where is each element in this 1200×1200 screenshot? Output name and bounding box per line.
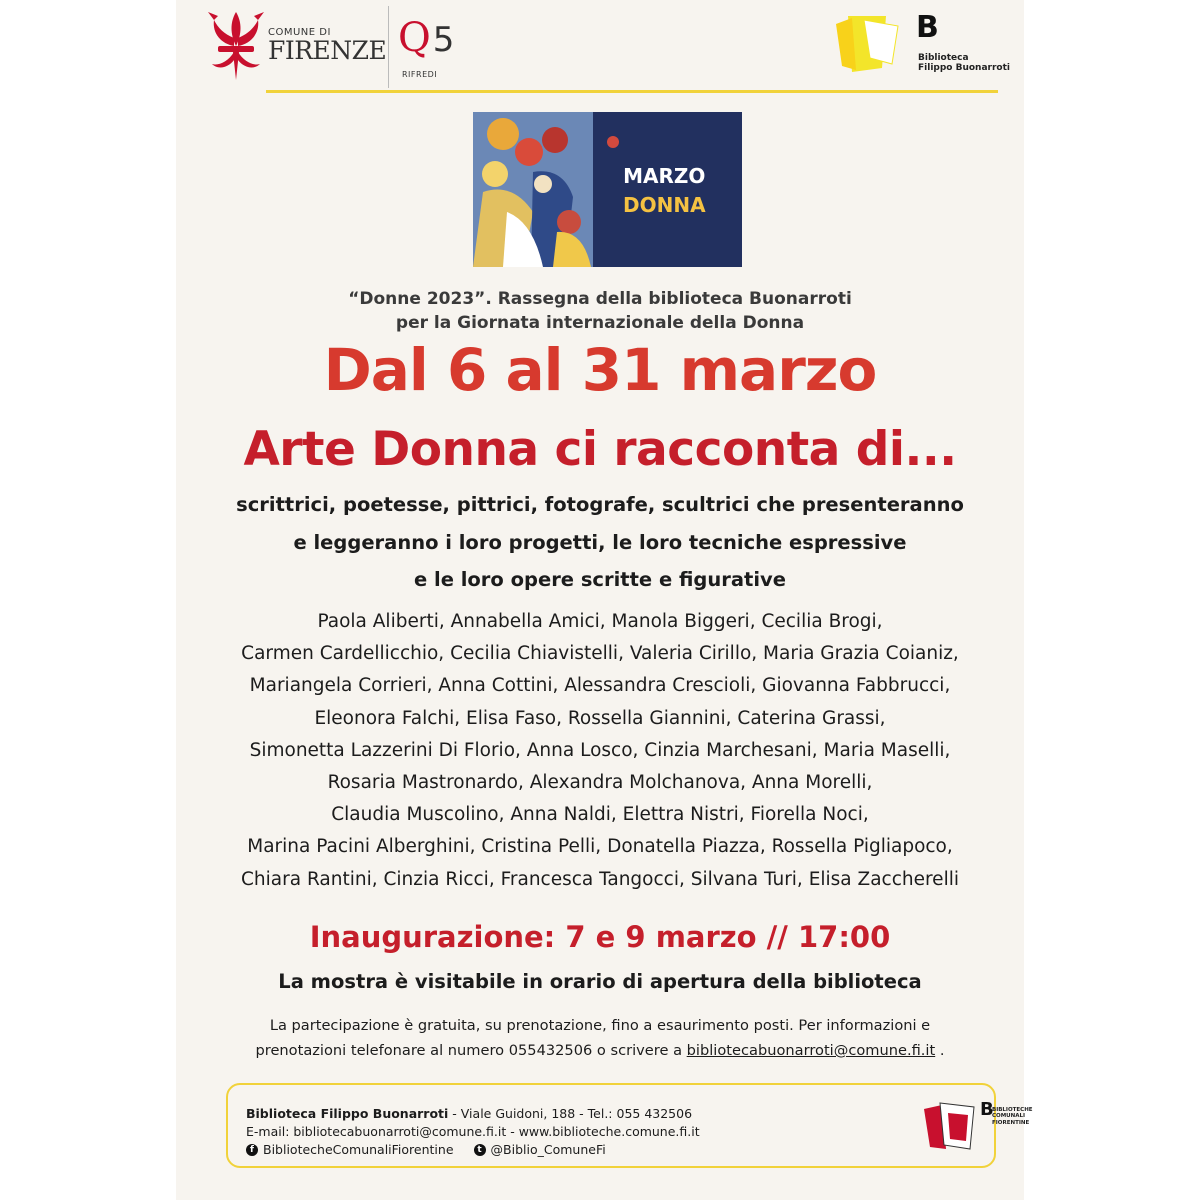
footer-email-line[interactable]: E-mail: bibliotecabuonarroti@comune.fi.it - www.biblioteche.comune.fi.it [246,1124,700,1140]
event-intro [176,288,1024,336]
artists-line: Chiara Rantini, Cinzia Ricci, Francesca Tangocci, Silvana Turi, Elisa Zaccherelli [241,868,959,890]
footer-social [246,1141,700,1159]
biblioteca-name-line2: Filippo Buonarroti [918,62,1010,73]
artists-line: Carmen Cardellicchio, Cecilia Chiavistelli, Valeria Cirillo, Maria Grazia Coianiz, [241,643,959,665]
description-line: e leggeranno i loro progetti, le loro tecniche espressive [293,530,907,554]
description-line: scrittrici, poetesse, pittrici, fotografe, scultrici che presenteranno [236,493,964,516]
artists-line: Marina Pacini Alberghini, Cristina Pelli, Donatella Piazza, Rossella Pigliapoco, [247,836,953,858]
facebook-link[interactable] [246,1141,454,1159]
footer-library-name: Biblioteca Filippo Buonarroti [246,1106,449,1121]
info-line2-suffix: . [935,1042,945,1060]
biblioteche-comunali-logo-icon [922,1099,982,1153]
footer-logo-line1: BIBLIOTECHE [992,1107,1033,1113]
artists-line: Claudia Muscolino, Anna Naldi, Elettra Nistri, Fiorella Noci, [331,804,869,826]
twitter-icon: t [474,1144,486,1156]
flyer-sheet [176,0,1033,1200]
poster-title-line2: DONNA [623,193,706,217]
info-email-link[interactable]: bibliotecabuonarroti@comune.fi.it [686,1042,936,1060]
info-line1: La partecipazione è gratuita, su prenotazione, fino a esaurimento posti. Per informazioni e [269,1017,931,1034]
twitter-handle: @Biblio_ComuneFi [490,1142,606,1158]
participation-info [176,1013,1024,1063]
artists-line: Simonetta Lazzerini Di Florio, Anna Losco, Cinzia Marchesani, Maria Maselli, [249,739,951,761]
footer-logo-text [992,1107,1033,1126]
quartiere-5-logo [398,15,455,79]
header-rule [266,90,998,93]
info-line2-prefix: prenotazioni telefonare al numero 055432506 o scrivere a [255,1042,687,1060]
footer-address-line [246,1105,700,1123]
q5-number: 5 [432,20,455,60]
event-headline: Arte Donna ci racconta di... [243,422,957,477]
poster-title-line1: MARZO [623,164,706,188]
header-divider [388,6,389,88]
footer-contact-text [246,1105,700,1159]
footer-logo-letter: B [980,1099,994,1120]
comune-small-label: COMUNE DI [268,27,331,38]
biblioteca-name [918,54,1010,74]
facebook-icon: f [246,1144,258,1156]
artists-line: Paola Aliberti, Annabella Amici, Manola Biggeri, Cecilia Brogi, [317,611,883,632]
footer-contact-box [226,1083,1033,1168]
biblioteca-letter: B [916,10,939,45]
artists-line: Rosaria Mastronardo, Alexandra Molchanova, Anna Morelli, [327,771,873,793]
event-description [176,486,1024,599]
twitter-link[interactable] [474,1141,606,1159]
visit-note: La mostra è visitabile in orario di apertura della biblioteca [278,970,922,993]
footer-address: - Viale Guidoni, 188 - Tel.: 055 432506 [448,1106,693,1121]
footer-logo-line3: FIORENTINE [992,1119,1030,1126]
artists-line: Mariangela Corrieri, Anna Cottini, Alessandra Crescioli, Giovanna Fabbrucci, [249,675,951,697]
marzo-donna-poster [473,112,742,267]
florence-lily-icon [204,6,268,86]
biblioteca-logo-icon [834,12,904,74]
poster-title [623,162,706,220]
artists-list [176,606,1024,896]
q5-letter: Q [398,15,431,61]
event-dates: Dal 6 al 31 marzo [323,336,877,404]
description-line: e le loro opere scritte e figurative [414,568,786,592]
q5-subtitle: RIFREDI [402,70,438,79]
intro-line2: per la Giornata internazionale della Donna [395,312,805,333]
intro-line1: “Donne 2023”. Rassegna della biblioteca Buonarroti [348,289,852,309]
comune-big-label: FIRENZE [268,36,387,65]
comune-di-firenze-logo [268,28,386,63]
inauguration-date: Inaugurazione: 7 e 9 marzo // 17:00 [309,920,891,954]
artists-line: Eleonora Falchi, Elisa Faso, Rossella Giannini, Caterina Grassi, [314,707,886,729]
footer-logo-line2: COMUNALI [992,1113,1026,1120]
info-line2 [176,1038,1024,1063]
facebook-handle: BibliotecheComunaliFiorentine [263,1142,454,1158]
biblioteca-name-line1: Biblioteca [918,53,969,63]
